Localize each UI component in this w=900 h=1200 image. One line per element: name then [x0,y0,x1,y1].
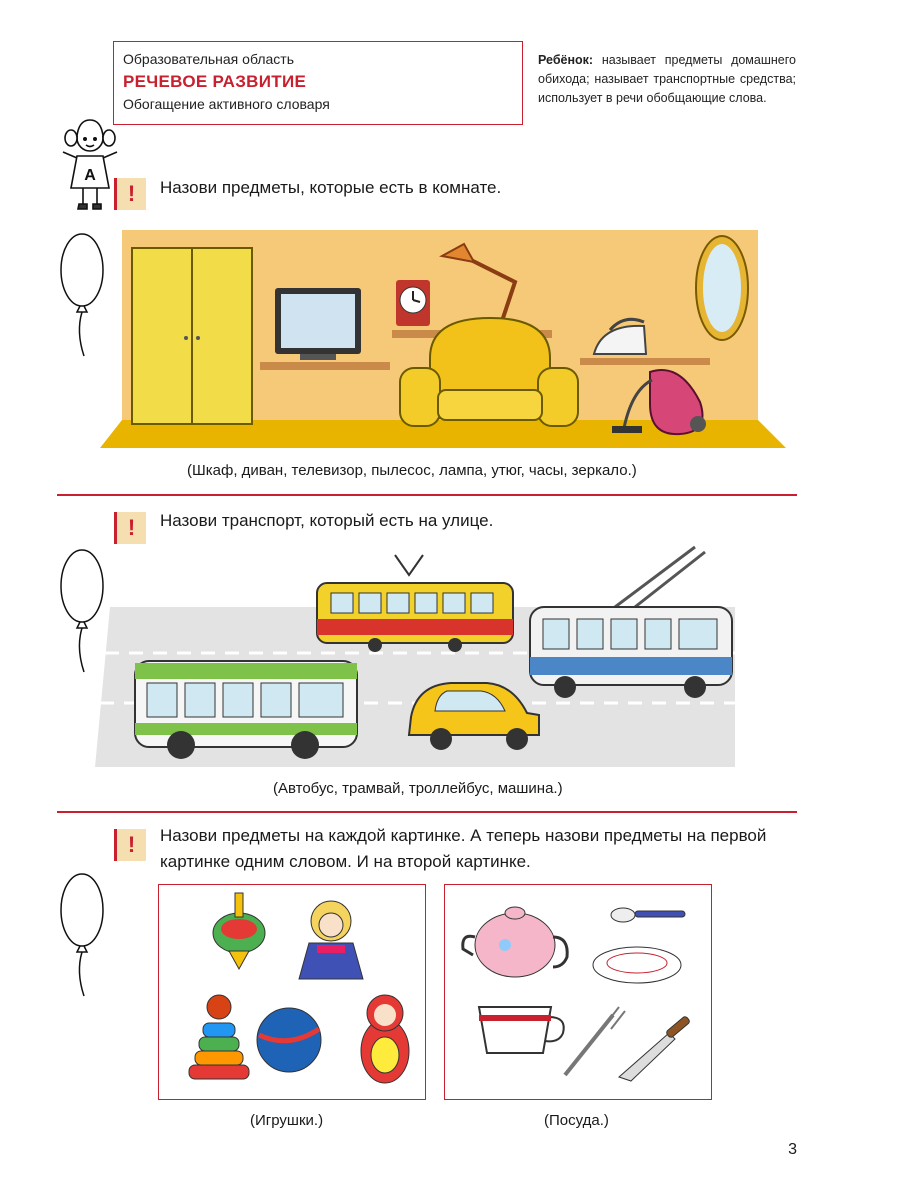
divider-1 [57,494,797,496]
matryoshka-icon [361,995,409,1083]
task3-text-line1: Назови предметы на каждой картинке. А теперь назови предметы на первой [160,826,767,845]
stacking-pyramid-icon [189,995,249,1079]
task3-answer-right: (Посуда.) [544,1112,609,1129]
area-title: РЕЧЕВОЕ РАЗВИТИЕ [123,72,307,91]
task1-marker: ! [114,178,146,210]
spoon-icon [611,908,685,922]
room-illustration [100,230,786,450]
child-label: Ребёнок: [538,53,594,67]
mascot-letter: А [84,167,96,184]
task2-text: Назови транспорт, который есть на улице. [160,511,494,530]
task3-text-line2: картинке одним словом. И на второй картинке. [160,852,531,871]
divider-2 [57,811,797,813]
task2-marker: ! [114,512,146,544]
clock-icon [396,280,430,326]
plate-icon [593,947,681,983]
shelf-left [260,362,390,370]
cup-icon [479,1007,564,1053]
spinning-top-icon [213,893,265,969]
street-illustration [95,545,740,767]
task1-answer: (Шкаф, диван, телевизор, пылесос, лампа, утюг, часы, зеркало.) [187,462,637,479]
child-outcomes [538,51,796,108]
child-outcomes-text: называет предметы домашнего обихода; называет транспортные средства; использует в речи обобщающие слова. [538,53,796,105]
tram-icon [317,555,513,652]
balloon-icon [57,872,107,997]
tableware-frame [444,884,712,1100]
task1-text: Назови предметы, которые есть в комнате. [160,178,502,197]
area-subtitle: Обогащение активного словаря [123,96,330,112]
mirror-icon [696,236,748,340]
doll-icon [299,901,363,979]
task3-marker: ! [114,829,146,861]
teapot-icon [463,907,567,977]
ball-icon [257,1008,321,1072]
knife-icon [619,1016,691,1081]
fork-icon [565,1007,625,1075]
page-number: 3 [788,1141,797,1158]
toys-frame [158,884,426,1100]
task2-answer: (Автобус, трамвай, троллейбус, машина.) [273,780,563,797]
task3-answer-left: (Игрушки.) [250,1112,324,1129]
tv-icon [275,288,361,360]
shelf-right [580,358,710,365]
bus-icon [135,661,357,759]
area-label: Образовательная область [123,51,294,67]
wardrobe-icon [132,248,252,424]
trolleybus-icon [530,547,732,698]
